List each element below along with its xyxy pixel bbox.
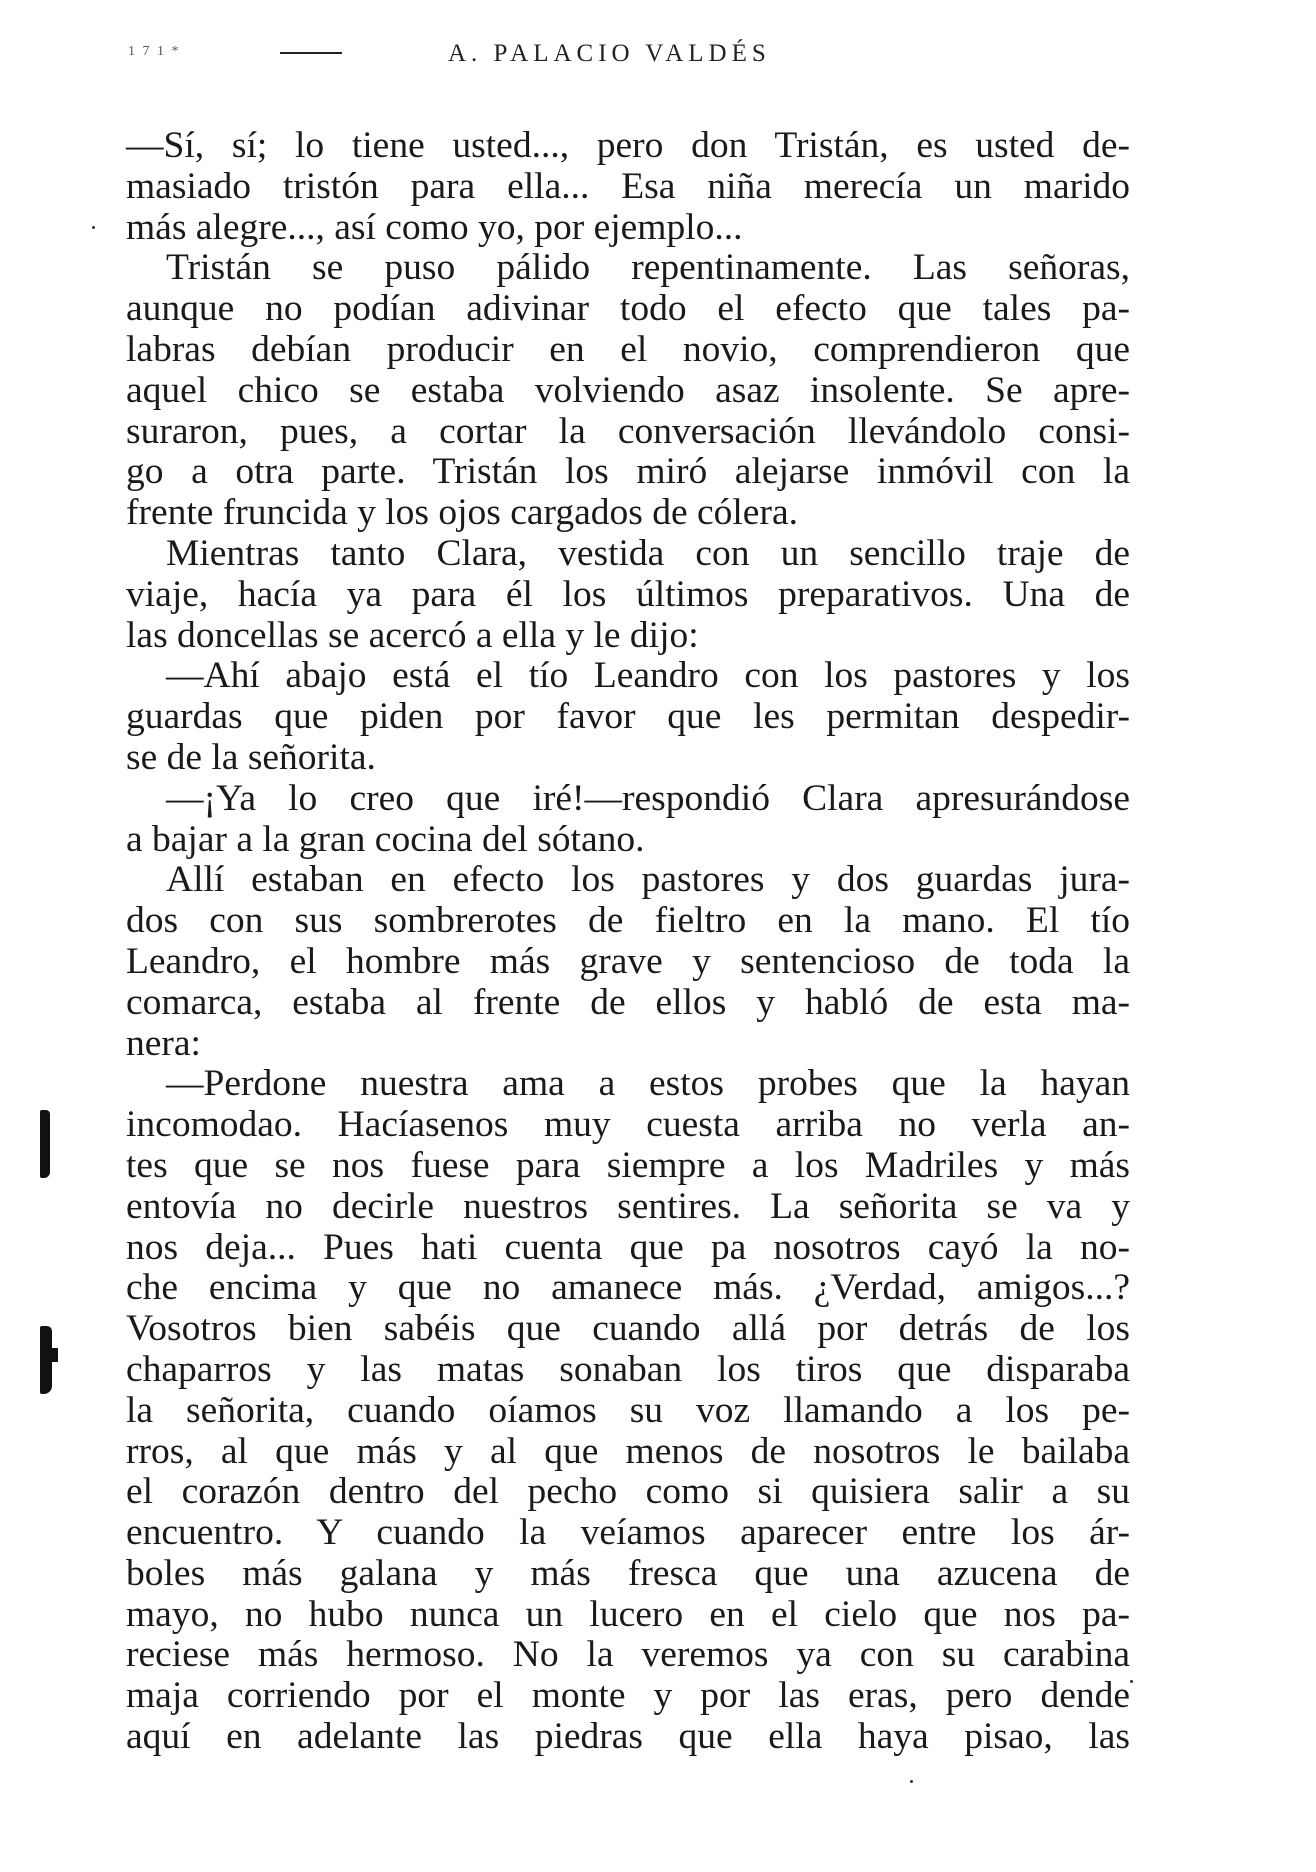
text-line: rros, al que más y al que menos de nosotros le bailaba [126,1430,1130,1472]
page-header [0,40,1316,70]
text-line: —Perdone nuestra ama a estos probes que la hayan [166,1063,1130,1105]
text-line: Mientras tanto Clara, vestida con un sencillo traje de [166,532,1130,574]
text-line: dos con sus sombrerotes de fieltro en la mano. El tío [126,900,1130,942]
scan-speck [92,226,95,229]
text-line: Tristán se puso pálido repentinamente. Las señoras, [166,247,1130,289]
text-line: boles más galana y más fresca que una azucena de [126,1552,1130,1594]
text-line: la señorita, cuando oíamos su voz llamando a los pe- [126,1389,1130,1431]
text-line: aquel chico se estaba volviendo asaz insolente. Se apre- [126,369,1130,411]
text-line: chaparros y las matas sonaban los tiros que disparaba [126,1348,1130,1390]
text-line: a bajar a la gran cocina del sótano. [126,818,645,860]
text-line: incomodao. Hacíasenos muy cuesta arriba no verla an- [126,1104,1130,1146]
text-line: masiado tristón para ella... Esa niña merecía un marido [126,165,1130,207]
text-line: suraron, pues, a cortar la conversación llevándolo consi- [126,410,1130,452]
text-line: el corazón dentro del pecho como si quisiera salir a su [126,1471,1130,1513]
text-line: más alegre..., así como yo, por ejemplo... [126,206,743,248]
text-line: aquí en adelante las piedras que ella haya pisao, las [126,1716,1130,1758]
scan-speck [1130,1680,1133,1683]
text-line: reciese más hermoso. No la veremos ya con su carabina [126,1634,1130,1676]
text-line: aunque no podían adivinar todo el efecto que tales pa- [126,288,1130,330]
scan-margin-mark [40,1110,50,1178]
body-text [126,126,1130,1758]
text-line: las doncellas se acercó a ella y le dijo: [126,614,699,656]
text-line: tes que se nos fuese para siempre a los Madriles y más [126,1144,1130,1186]
text-line: viaje, hacía ya para él los últimos preparativos. Una de [126,573,1130,615]
scan-margin-mark [52,1348,58,1362]
text-line: mayo, no hubo nunca un lucero en el cielo que nos pa- [126,1593,1130,1635]
text-line: nera: [126,1022,201,1064]
text-line: guardas que piden por favor que les permitan despedir- [126,696,1130,738]
text-line: entovía no decirle nuestros sentires. La señorita se va y [126,1185,1130,1227]
text-line: comarca, estaba al frente de ellos y habló de esta ma- [126,981,1130,1023]
text-line: —Ahí abajo está el tío Leandro con los pastores y los [166,655,1130,697]
text-line: Vosotros bien sabéis que cuando allá por detrás de los [126,1308,1130,1350]
text-line: maja corriendo por el monte y por las eras, pero dende [126,1675,1130,1717]
scan-margin-mark [40,1326,52,1394]
text-line: —¡Ya lo creo que iré!—respondió Clara apresurándose [166,777,1130,819]
page-number: 1 7 1 * [128,44,181,59]
text-line: nos deja... Pues hati cuenta que pa nosotros cayó la no- [126,1226,1130,1268]
text-line: che encima y que no amanece más. ¿Verdad, amigos...? [126,1267,1130,1309]
running-head: A. PALACIO VALDÉS [448,40,771,67]
text-line: frente fruncida y los ojos cargados de cólera. [126,492,798,534]
text-line: se de la señorita. [126,736,376,778]
text-line: Leandro, el hombre más grave y sentencioso de toda la [126,940,1130,982]
text-line: labras debían producir en el novio, comprendieron que [126,328,1130,370]
text-line: encuentro. Y cuando la veíamos aparecer entre los ár- [126,1512,1130,1554]
text-line: go a otra parte. Tristán los miró alejarse inmóvil con la [126,451,1130,493]
scan-speck [910,1780,913,1783]
header-rule [280,52,342,54]
text-line: Allí estaban en efecto los pastores y dos guardas jura- [166,859,1130,901]
text-line: —Sí, sí; lo tiene usted..., pero don Tristán, es usted de- [126,125,1130,166]
